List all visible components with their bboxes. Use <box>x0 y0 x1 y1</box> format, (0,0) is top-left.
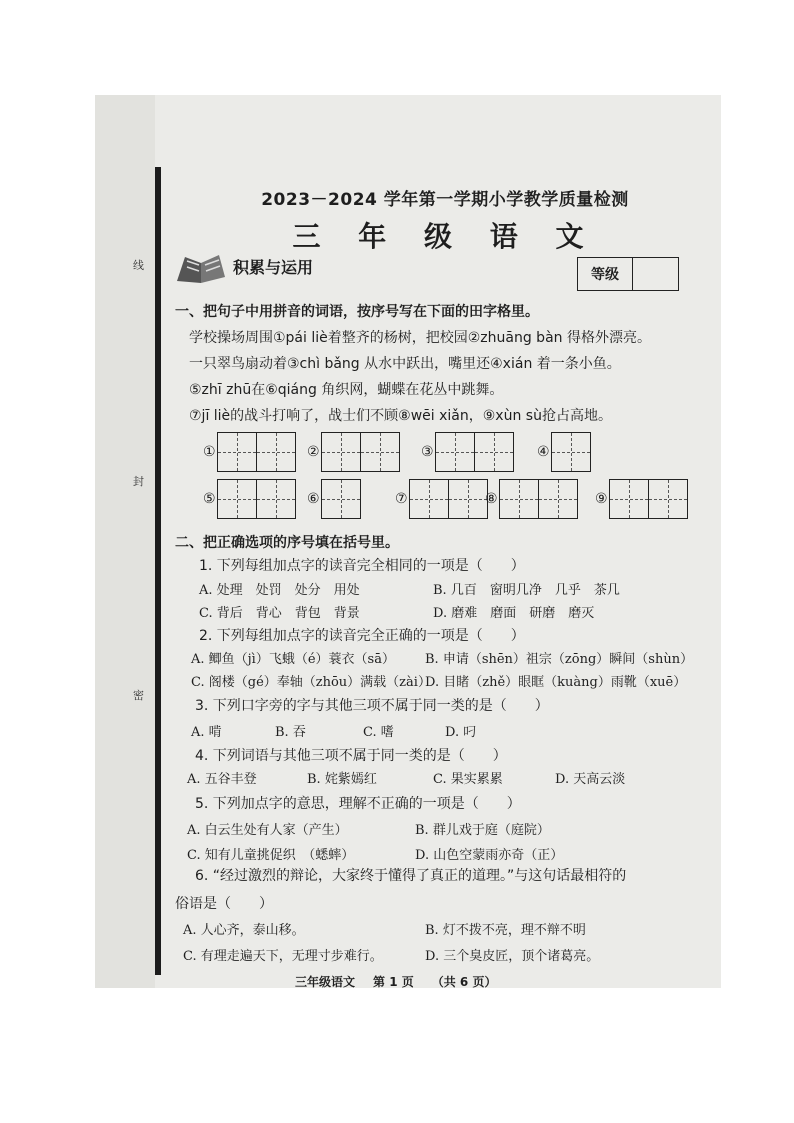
answer-grid-9 <box>595 479 688 519</box>
answer-grid-number: ⑤ <box>203 491 216 507</box>
q2-option: C. 背后 背心 背包 背景 <box>199 606 360 621</box>
q2-option: B. 群儿戏于庭（庭院） <box>415 823 550 838</box>
tianzige-cell[interactable] <box>256 480 295 518</box>
tianzige-boxes <box>551 432 591 472</box>
grade-box <box>577 257 679 291</box>
footer-subject: 三年级语文 <box>295 975 356 988</box>
q2-option: D. 目睹（zhě）眼眶（kuàng）雨靴（xuē） <box>425 675 687 690</box>
q2-option: C. 嗜 <box>363 725 394 740</box>
section-heading: 积累与运用 <box>233 258 314 277</box>
answer-grid-2 <box>307 432 400 472</box>
q2-option: D. 叼 <box>445 725 477 740</box>
tianzige-cell[interactable] <box>610 480 648 518</box>
footer-page-number: 第 1 页 <box>373 975 414 988</box>
tianzige-cell[interactable] <box>436 433 474 471</box>
q2-option: C. 果实累累 <box>433 772 503 787</box>
tianzige-boxes <box>217 432 296 472</box>
q2-option: D. 天高云淡 <box>555 772 626 787</box>
tianzige-boxes <box>609 479 688 519</box>
tianzige-cell[interactable] <box>322 433 360 471</box>
tianzige-cell[interactable] <box>538 480 577 518</box>
q2-option: A. 鲫鱼（jì）飞蛾（é）蓑衣（sā） <box>191 652 395 667</box>
q2-stem: 3. 下列口字旁的字与其他三项不属于同一类的是（ ） <box>195 698 549 714</box>
q2-option: B. 几百 窗明几净 几乎 茶几 <box>433 583 620 598</box>
q2-option: A. 五谷丰登 <box>187 772 257 787</box>
tianzige-cell[interactable] <box>322 480 360 518</box>
answer-grid-4 <box>537 432 591 472</box>
q2-option: D. 三个臭皮匠，顶个诸葛亮。 <box>425 949 600 964</box>
book-icon <box>175 251 227 285</box>
q2-stem: 1. 下列每组加点字的读音完全相同的一项是（ ） <box>199 558 525 574</box>
q1-line: ⑤zhī zhū在⑥qiáng 角织网，蝴蝶在花丛中跳舞。 <box>189 382 504 398</box>
tianzige-boxes <box>321 479 361 519</box>
tianzige-cell[interactable] <box>218 433 256 471</box>
q1-line: 学校操场周围①pái liè着整齐的杨树，把校园②zhuāng bàn 得格外漂亮。 <box>189 330 651 346</box>
q2-heading: 二、把正确选项的序号填在括号里。 <box>175 535 399 551</box>
page-footer <box>295 973 555 988</box>
q2-option: C. 阁楼（gé）奉轴（zhōu）满载（zài） <box>191 675 431 690</box>
margin-label-bottom: 密 <box>133 689 144 702</box>
answer-grid-6 <box>307 479 361 519</box>
q2-option: B. 姹紫嫣红 <box>307 772 377 787</box>
q2-stem-continued: 俗语是（ ） <box>175 896 273 912</box>
answer-grid-number: ④ <box>537 444 550 460</box>
answer-grid-number: ③ <box>421 444 434 460</box>
answer-grid-1 <box>203 432 296 472</box>
tianzige-boxes <box>321 432 400 472</box>
tianzige-cell[interactable] <box>256 433 295 471</box>
margin-label-middle: 封 <box>133 475 144 488</box>
q2-option: A. 处理 处罚 处分 用处 <box>199 583 360 598</box>
margin-label-top: 线 <box>133 259 144 272</box>
tianzige-cell[interactable] <box>360 433 399 471</box>
answer-grid-7 <box>395 479 488 519</box>
q2-option: A. 啃 <box>191 725 222 740</box>
q1-line: 一只翠鸟扇动着③chì bǎng 从水中跃出，嘴里还④xián 着一条小鱼。 <box>189 356 621 372</box>
answer-grid-3 <box>421 432 514 472</box>
answer-grid-8 <box>485 479 578 519</box>
q2-option: B. 申请（shēn）祖宗（zōng）瞬间（shùn） <box>425 652 694 667</box>
tianzige-cell[interactable] <box>218 480 256 518</box>
tianzige-boxes <box>435 432 514 472</box>
footer-total-pages: （共 6 页） <box>431 975 497 988</box>
q2-option: A. 白云生处有人家（产生） <box>187 823 348 838</box>
tianzige-boxes <box>409 479 488 519</box>
q2-option: D. 山色空蒙雨亦奇（正） <box>415 848 564 863</box>
q1-line: ⑦jī liè的战斗打响了，战士们不顾⑧wēi xiǎn，⑨xùn sù抢占高地。 <box>189 408 612 424</box>
q2-option: B. 吞 <box>275 725 306 740</box>
answer-grid-number: ① <box>203 444 216 460</box>
q2-stem: 6. “经过激烈的辩论，大家终于懂得了真正的道理。”与这句话最相符的 <box>195 868 627 884</box>
tianzige-cell[interactable] <box>474 433 513 471</box>
answer-grid-5 <box>203 479 296 519</box>
q2-stem: 4. 下列词语与其他三项不属于同一类的是（ ） <box>195 748 507 764</box>
answer-grid-number: ⑧ <box>485 491 498 507</box>
tianzige-cell[interactable] <box>648 480 687 518</box>
binding-line <box>155 167 161 975</box>
tianzige-boxes <box>499 479 578 519</box>
q2-stem: 5. 下列加点字的意思，理解不正确的一项是（ ） <box>195 796 521 812</box>
tianzige-cell[interactable] <box>552 433 590 471</box>
q2-option: D. 磨难 磨面 研磨 磨灭 <box>433 606 595 621</box>
exam-title: 2023－2024 学年第一学期小学教学质量检测 <box>261 190 629 210</box>
tianzige-cell[interactable] <box>448 480 487 518</box>
answer-grid-number: ⑨ <box>595 491 608 507</box>
answer-grid-number: ② <box>307 444 320 460</box>
grade-value-field[interactable] <box>633 258 678 290</box>
q2-option: B. 灯不拨不亮，理不辩不明 <box>425 923 586 938</box>
tianzige-cell[interactable] <box>500 480 538 518</box>
q2-option: C. 有理走遍天下，无理寸步难行。 <box>183 949 383 964</box>
q1-heading: 一、把句子中用拼音的词语，按序号写在下面的田字格里。 <box>175 304 539 320</box>
answer-grid-number: ⑦ <box>395 491 408 507</box>
q2-option: A. 人心齐，泰山移。 <box>183 923 305 938</box>
tianzige-boxes <box>217 479 296 519</box>
grade-label: 等级 <box>578 258 633 290</box>
exam-subtitle: 三 年 级 语 文 <box>292 220 598 253</box>
tianzige-cell[interactable] <box>410 480 448 518</box>
q2-stem: 2. 下列每组加点字的读音完全正确的一项是（ ） <box>199 628 525 644</box>
binding-margin <box>95 95 155 988</box>
answer-grid-number: ⑥ <box>307 491 320 507</box>
q2-option: C. 知有儿童挑促织 （蟋蟀） <box>187 848 355 863</box>
exam-photo <box>95 95 721 988</box>
